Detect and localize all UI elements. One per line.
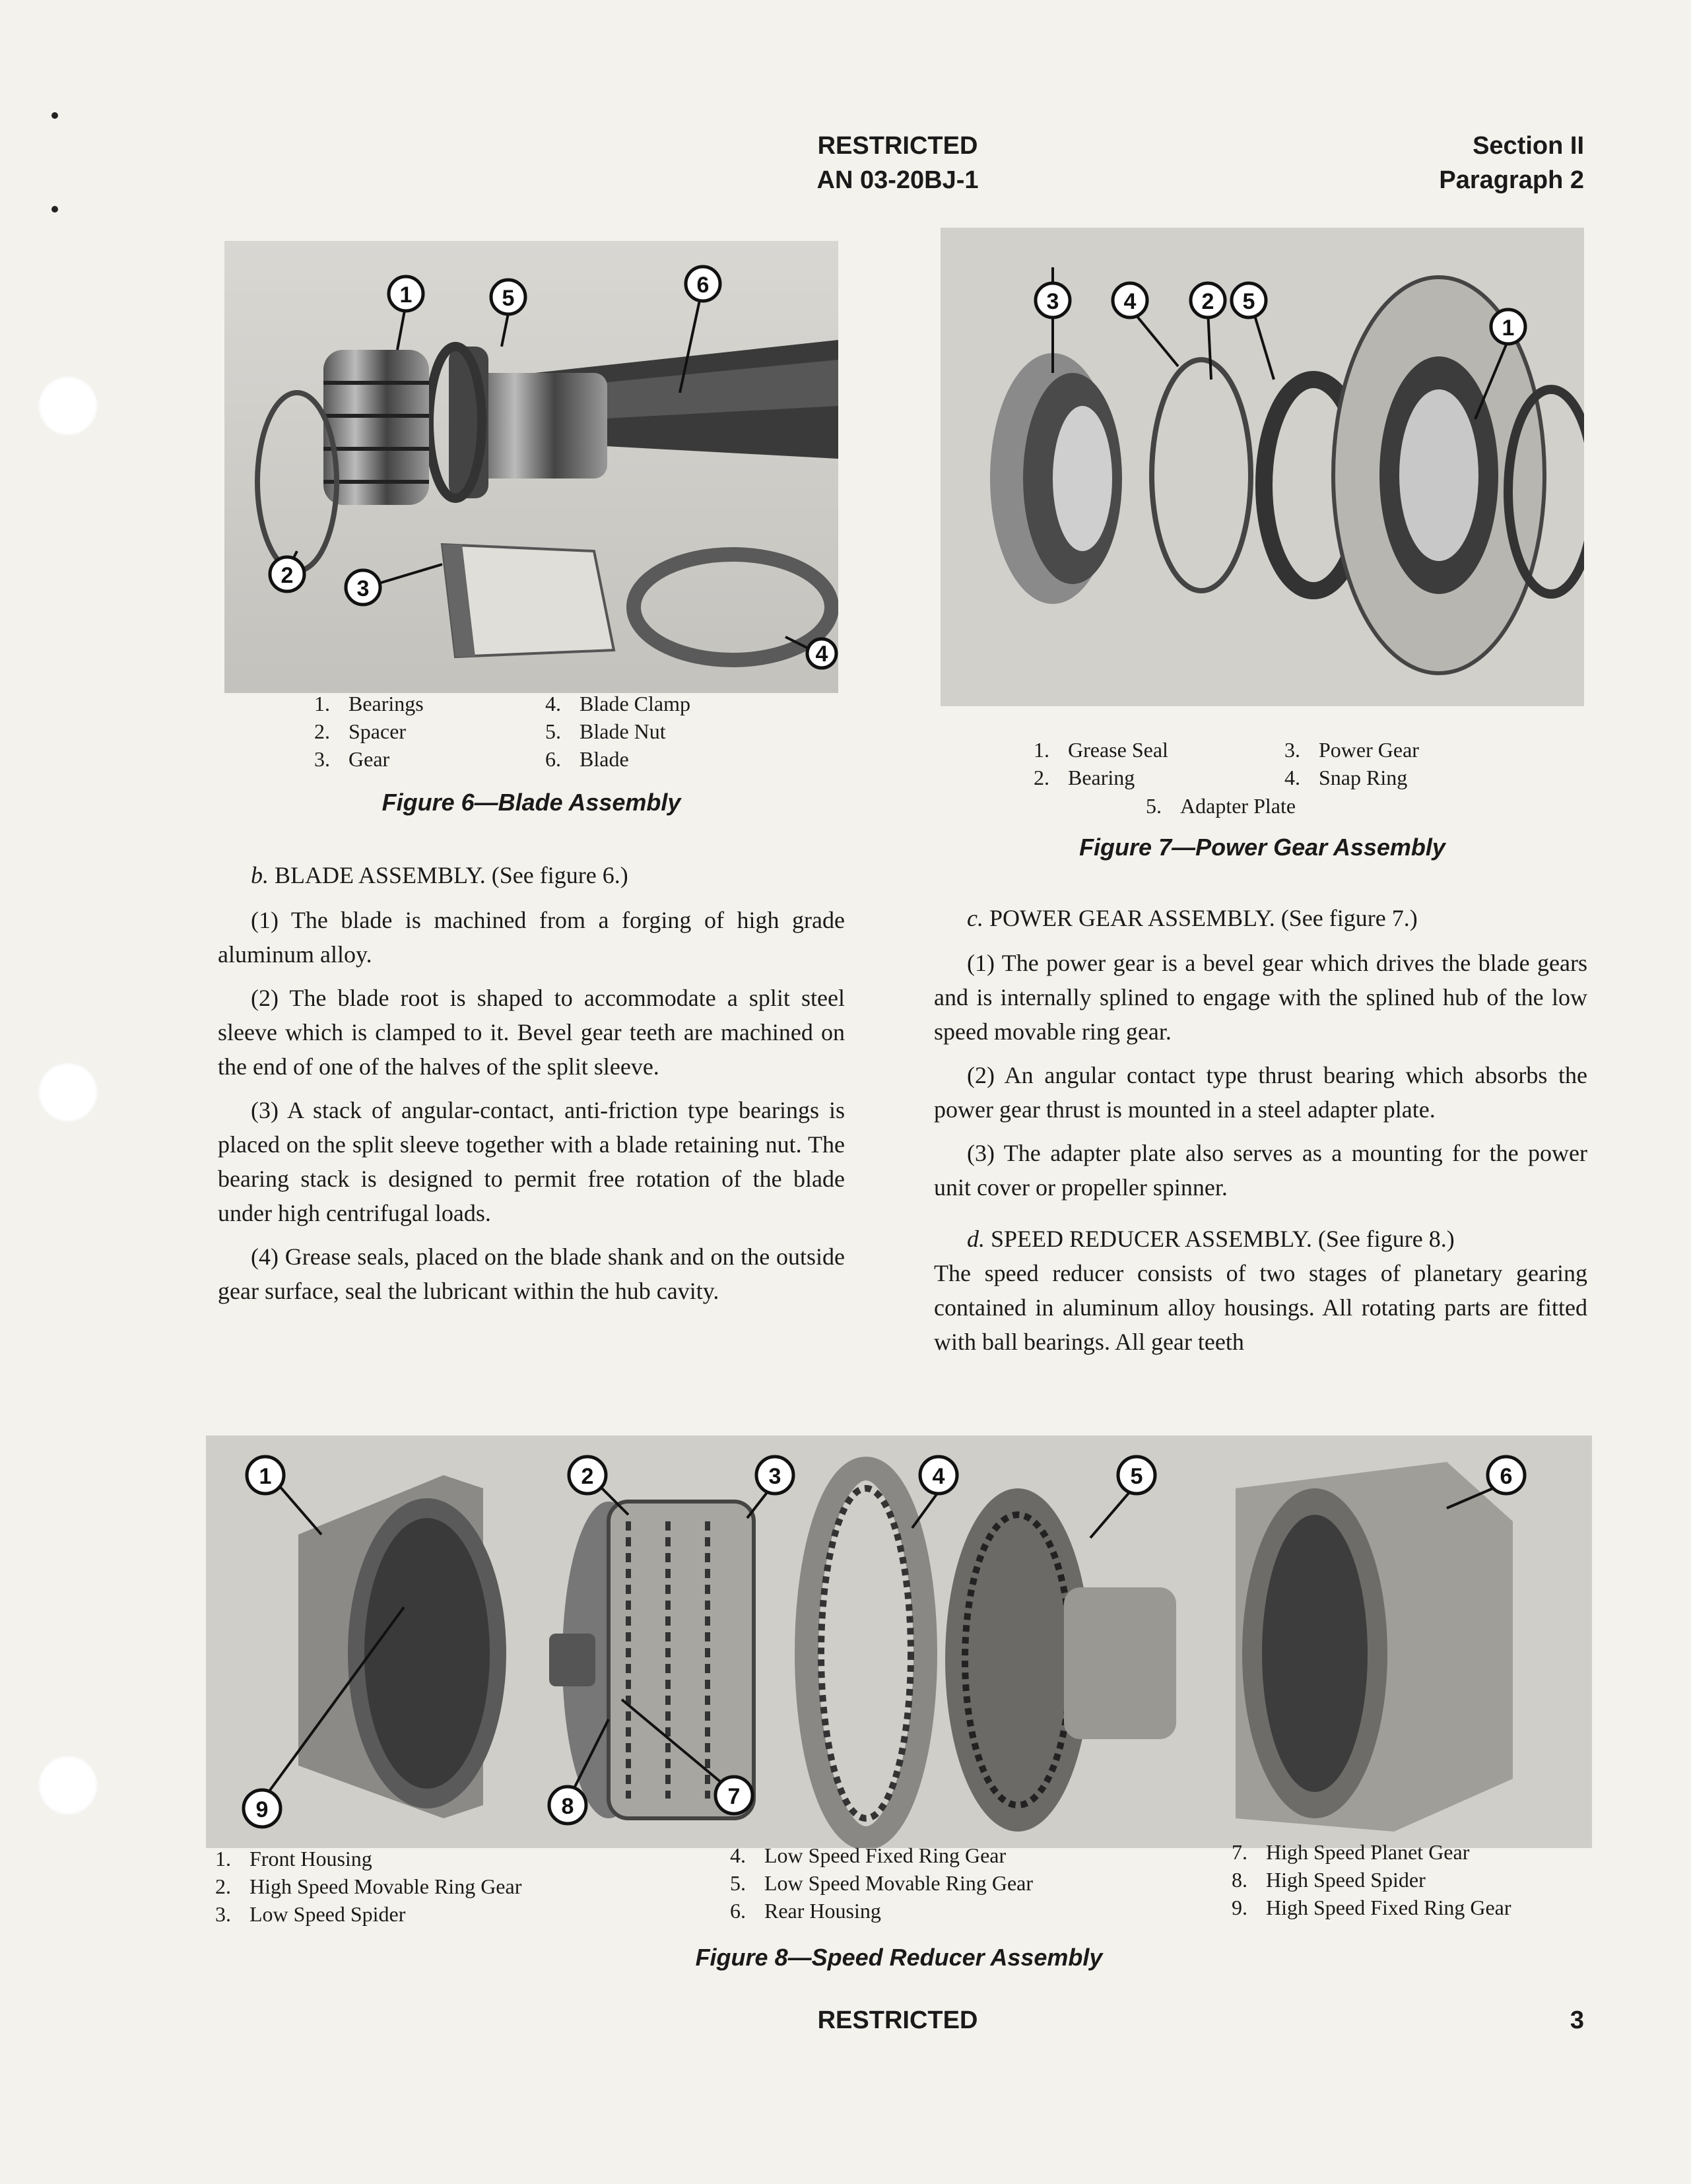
- legend-item: 1. Bearings: [314, 692, 424, 715]
- margin-dot: [51, 112, 58, 119]
- callout-7: 7: [727, 1784, 741, 1809]
- left-column: [218, 858, 845, 1317]
- figure-8-legend-col3: [1208, 1838, 1630, 1921]
- legend-item: 6. Blade: [545, 747, 629, 771]
- binder-hole: [38, 376, 98, 436]
- legend-item: 2. Spacer: [314, 719, 407, 743]
- figure-8-legend-col1: [191, 1845, 693, 1928]
- paragraph-c2: (2) An angular contact type thrust bearing which absorbs the power gear thrust is mounted in a steel adapter plate.: [934, 1062, 1587, 1123]
- callout-2: 2: [1201, 289, 1214, 314]
- legend-item: 1. Grease Seal: [1034, 738, 1168, 762]
- callout-4: 4: [815, 642, 828, 667]
- footer-restricted: RESTRICTED: [817, 2006, 978, 2034]
- legend-item: 9. High Speed Fixed Ring Gear: [1232, 1896, 1511, 1919]
- legend-item: 2. High Speed Movable Ring Gear: [215, 1874, 522, 1898]
- figure-7-legend-right: [1261, 736, 1525, 791]
- document-number: AN 03-20BJ-1: [816, 166, 979, 194]
- callout-6: 6: [1500, 1464, 1513, 1489]
- callout-3: 3: [768, 1464, 781, 1489]
- figure-7-legend-bottom: [1122, 792, 1399, 820]
- paragraph-c1: (1) The power gear is a bevel gear which drives the blade gears and is internally splined to engage with the splined hub of the low speed movable ring gear.: [934, 950, 1587, 1045]
- legend-item: 6. Rear Housing: [730, 1899, 881, 1923]
- page-header-center: [713, 129, 1082, 197]
- callout-3: 3: [356, 576, 370, 601]
- callout-1: 1: [259, 1464, 272, 1489]
- callout-6: 6: [696, 273, 710, 298]
- figure-7-legend: [1010, 736, 1300, 791]
- legend-item: 2. Bearing: [1034, 766, 1135, 789]
- legend-item: 5. Low Speed Movable Ring Gear: [730, 1871, 1034, 1895]
- callout-8: 8: [561, 1794, 574, 1819]
- callout-5: 5: [1130, 1464, 1143, 1489]
- paragraph-d: The speed reducer consists of two stages of planetary gearing contained in aluminum alloy housings. All rotating parts are fitted with ball bearings. All gear teeth: [934, 1260, 1587, 1355]
- paragraph-c3: (3) The adapter plate also serves as a mounting for the power unit cover or propeller spinner.: [934, 1140, 1587, 1201]
- legend-item: 4. Low Speed Fixed Ring Gear: [730, 1843, 1007, 1867]
- section-label: Section II: [1473, 132, 1584, 160]
- legend-item: 8. High Speed Spider: [1232, 1868, 1426, 1892]
- right-column: [934, 901, 1587, 1368]
- legend-item: 3. Low Speed Spider: [215, 1902, 406, 1926]
- page-header-right: [1320, 129, 1584, 197]
- callout-5: 5: [502, 286, 515, 311]
- figure-6-photo: [224, 241, 838, 693]
- figure-6-caption: Figure 6—Blade Assembly: [381, 789, 681, 816]
- binder-hole: [38, 1756, 98, 1815]
- callout-3: 3: [1046, 289, 1059, 314]
- paragraph-b1: (1) The blade is machined from a forging of high grade aluminum alloy.: [218, 907, 845, 968]
- restricted-label: RESTRICTED: [817, 132, 978, 160]
- figure-8-legend-col2: [706, 1841, 1168, 1925]
- figure-8-caption: Figure 8—Speed Reducer Assembly: [695, 1944, 1103, 1971]
- paragraph-label: Paragraph 2: [1439, 166, 1584, 194]
- legend-item: 5. Adapter Plate: [1146, 794, 1296, 818]
- callout-4: 4: [1123, 289, 1137, 314]
- binder-hole: [38, 1063, 98, 1122]
- legend-item: 3. Power Gear: [1284, 738, 1419, 762]
- callout-9: 9: [255, 1797, 269, 1822]
- legend-item: 7. High Speed Planet Gear: [1232, 1840, 1470, 1864]
- callout-2: 2: [281, 563, 294, 588]
- callout-5: 5: [1242, 289, 1255, 314]
- figure-7-photo: [941, 228, 1584, 706]
- legend-item: 1. Front Housing: [215, 1847, 372, 1870]
- figure-6-legend-right: [521, 690, 799, 773]
- legend-item: 5. Blade Nut: [545, 719, 666, 743]
- callout-4: 4: [932, 1464, 945, 1489]
- page-number: 3: [1570, 2006, 1584, 2034]
- callout-2: 2: [581, 1464, 594, 1489]
- callout-1: 1: [1502, 315, 1515, 341]
- legend-item: 4. Snap Ring: [1284, 766, 1408, 789]
- section-b-heading: b. BLADE ASSEMBLY. (See figure 6.): [251, 862, 628, 888]
- margin-dot: [51, 206, 58, 213]
- legend-item: 4. Blade Clamp: [545, 692, 690, 715]
- paragraph-b2: (2) The blade root is shaped to accommodate a split steel sleeve which is clamped to it. Bevel gear teeth are machined on the end of one of the halves of the split sleeve.: [218, 985, 845, 1080]
- figure-8-photo: [206, 1436, 1592, 1848]
- paragraph-b3: (3) A stack of angular-contact, anti-friction type bearings is placed on the split sleeve together with a blade retaining nut. The bearing stack is designed to permit free rotation of the blade under high centrifugal loads.: [218, 1097, 845, 1226]
- figure-7-caption: Figure 7—Power Gear Assembly: [1079, 834, 1445, 861]
- legend-item: 3. Gear: [314, 747, 390, 771]
- section-d-heading: d. SPEED REDUCER ASSEMBLY. (See figure 8.): [967, 1226, 1455, 1252]
- paragraph-b4: (4) Grease seals, placed on the blade shank and on the outside gear surface, seal the lubricant within the hub cavity.: [218, 1243, 845, 1304]
- section-c-heading: c. POWER GEAR ASSEMBLY. (See figure 7.): [967, 905, 1418, 931]
- callout-1: 1: [399, 282, 413, 308]
